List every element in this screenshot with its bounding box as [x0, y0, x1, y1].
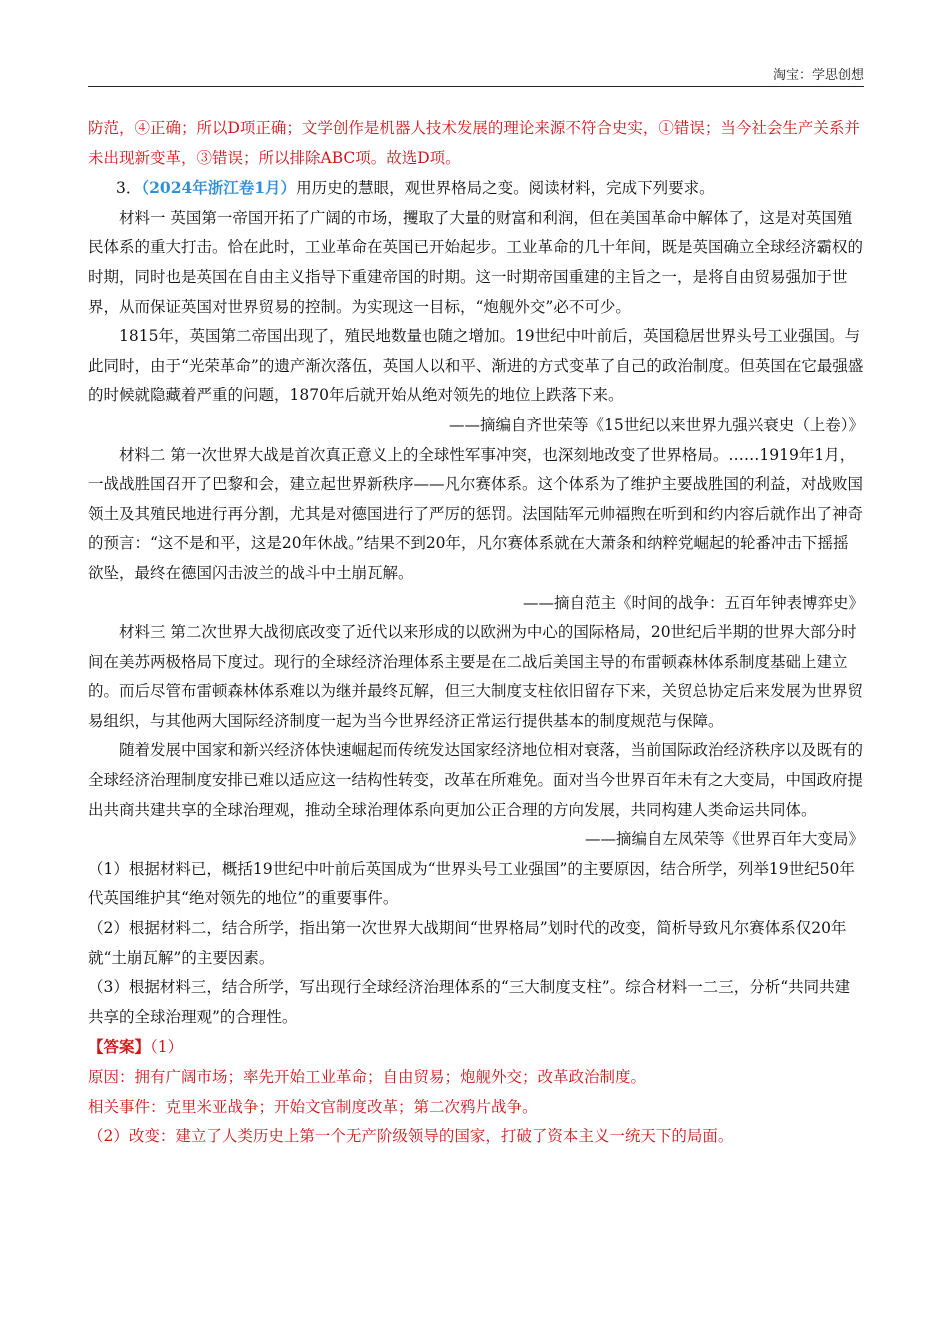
- header-shop-label: 淘宝：学思创想: [772, 68, 864, 83]
- requirement-3: （3）根据材料三，结合所学，写出现行全球经济治理体系的“三大制度支柱”。综合材料一二三，分析“共同共建共享的全球治理观”的合理性。: [88, 978, 851, 1026]
- material-3-paragraph-1: 材料三 第二次世界大战彻底改变了近代以来形成的以欧洲为中心的国际格局，20世纪后半期的世界大部分时间在美苏两极格局下度过。现行的全球经济治理体系主要是在二战后美国主导的布雷顿森林体系制度基础上建立的。而后尽管布雷顿森林体系难以为继并最终瓦解，但三大制度支柱依旧留存下来，关贸总协定后来发展为世界贸易组织，与其他两大国际经济制度一起为当今世界经济正常运行提供基本的制度规范与保障。: [88, 623, 864, 730]
- answer-label: 【答案】: [88, 1037, 151, 1057]
- answer-part-2: （2）改变：建立了人类历史上第一个无产阶级领导的国家，打破了资本主义一统天下的局面。: [88, 1127, 734, 1146]
- material-1-paragraph-1: 材料一 英国第一帝国开拓了广阔的市场，攫取了大量的财富和利润，但在美国革命中解体了，这是对英国殖民体系的重大打击。恰在此时，工业革命在英国已开始起步。工业革命的几十年间，既是英国确立全球经济霸权的时期，同时也是英国在自由主义指导下重建帝国的时期。这一时期帝国重建的主旨之一，是将自由贸易强加于世界，从而保证英国对世界贸易的控制。为实现这一目标，“炮舰外交”必不可少。: [88, 208, 864, 316]
- requirement-1: （1）根据材料已，概括19世纪中叶前后英国成为“世界头号工业强国”的主要原因，结合所学，列举19世纪50年代英国维护其“绝对领先的地位”的重要事件。: [88, 859, 855, 908]
- material-2-paragraph-1: 材料二 第一次世界大战是首次真正意义上的全球性军事冲突，也深刻地改变了世界格局。……1919年1月，一战战胜国召开了巴黎和会，建立起世界新秩序——凡尔赛体系。这个体系为了维护主要战胜国的利益，对战败国领土及其殖民地进行再分割，尤其是对德国进行了严厉的惩罚。法国陆军元帅福煦在听到和约内容后就作出了神奇的预言：“这不是和平，这是20年休战。”结果不到20年，凡尔赛体系就在大萧条和纳粹党崛起的轮番冲击下摇摇欲坠，最终在德国闪击波兰的战斗中土崩瓦解。: [88, 445, 864, 582]
- material-1-paragraph-2: 1815年，英国第二帝国出现了，殖民地数量也随之增加。19世纪中叶前后，英国稳居世界头号工业强国。与此同时，由于“光荣革命”的遗产渐次落伍，英国人以和平、渐进的方式变革了自己的政治制度。但英国在它最强盛的时候就隐藏着严重的问题，1870年后就开始从绝对领先的地位上跌落下来。: [88, 327, 864, 405]
- material-2-source: ——摘自范主《时间的战争：五百年钟表博弈史》: [522, 593, 864, 612]
- answer-reasons: 原因：拥有广阔市场；率先开始工业革命；自由贸易；炮舰外交；改革政治制度。: [88, 1068, 647, 1086]
- question-source-tag: （2024年浙江卷1月）: [141, 178, 297, 198]
- question-number: 3．: [116, 179, 142, 198]
- question-heading: [88, 173, 864, 204]
- material-3-paragraph-2: 随着发展中国家和新兴经济体快速崛起而传统发达国家经济地位相对衰落，当前国际政治经济秩序以及既有的全球经济治理制度安排已难以适应这一结构性转变，改革在所难免。面对当今世界百年未有之大变局，中国政府提出共商共建共享的全球治理观，推动全球治理体系向更加公正合理的方向发展，共同构建人类命运共同体。: [88, 741, 864, 819]
- answer-part-1-tag: （1）: [150, 1038, 184, 1057]
- previous-answer-text: 防范，④正确；所以D项正确；文学创作是机器人技术发展的理论来源不符合史实，①错误；当今社会生产关系并未出现新变革，③错误；所以排除ABC项。故选D项。: [88, 119, 860, 167]
- page-header: [88, 64, 864, 87]
- material-3-source: ——摘编自左凤荣等《世界百年大变局》: [584, 830, 864, 849]
- requirement-2: （2）根据材料二，结合所学，指出第一次世界大战期间“世界格局”划时代的改变，简析导致凡尔赛体系仅20年就“土崩瓦解”的主要因素。: [88, 919, 847, 967]
- material-1-source: ——摘编自齐世荣等《15世纪以来世界九强兴衰史（上卷）》: [449, 415, 864, 434]
- question-stem: 用历史的慧眼，观世界格局之变。阅读材料，完成下列要求。: [296, 179, 715, 198]
- document-body: [88, 114, 864, 1152]
- answer-heading: [88, 1032, 864, 1063]
- answer-events: 相关事件：克里米亚战争；开始文官制度改革；第二次鸦片战争。: [88, 1097, 538, 1116]
